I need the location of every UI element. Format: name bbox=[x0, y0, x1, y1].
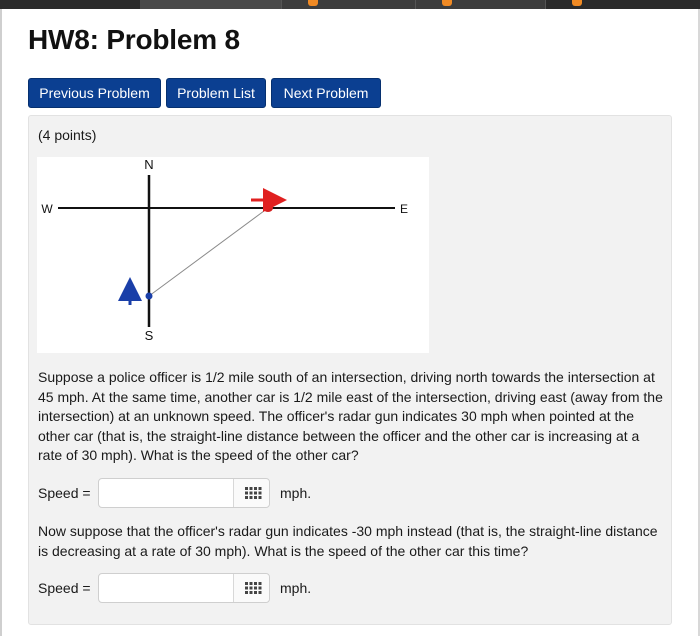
problem-list-button[interactable]: Problem List bbox=[166, 78, 266, 108]
diagram-svg bbox=[37, 157, 429, 353]
police-car-marker bbox=[146, 293, 153, 300]
tab-favicon-icon bbox=[308, 0, 318, 6]
unit-label-1: mph. bbox=[280, 485, 312, 501]
points-label: (4 points) bbox=[38, 127, 97, 143]
speed-input-1[interactable] bbox=[99, 479, 233, 507]
tab-favicon-icon bbox=[442, 0, 452, 6]
previous-problem-button[interactable]: Previous Problem bbox=[28, 78, 161, 108]
browser-tab[interactable] bbox=[416, 0, 546, 9]
east-label: E bbox=[399, 202, 409, 216]
answer-field-2 bbox=[98, 573, 270, 603]
answer-field-1 bbox=[98, 478, 270, 508]
grid-icon bbox=[234, 574, 270, 602]
equation-editor-button-2[interactable] bbox=[233, 574, 269, 602]
page-title: HW8: Problem 8 bbox=[28, 24, 240, 55]
west-label: W bbox=[41, 202, 53, 216]
unit-label-2: mph. bbox=[280, 580, 312, 596]
north-label: N bbox=[144, 157, 154, 172]
question-1-text: Suppose a police officer is 1/2 mile south of an intersection, driving north towards the intersection at 45 mph. At the same time, another car is 1/2 mile east of the intersection, driving east (away from the intersection) at an unknown speed. The officer's radar gun indicates 30 mph when pointed at the other car (that is, the straight-line distance between the officer and the other car is increasing at a rate of 30 mph). What is the speed of the other car? bbox=[38, 369, 663, 463]
next-problem-button[interactable]: Next Problem bbox=[271, 78, 381, 108]
south-label: S bbox=[144, 328, 154, 343]
equation-editor-button-1[interactable] bbox=[233, 479, 269, 507]
browser-tab-strip bbox=[0, 0, 700, 9]
other-car-marker bbox=[263, 204, 273, 212]
speed-input-2[interactable] bbox=[99, 574, 233, 602]
tab-favicon-icon bbox=[572, 0, 582, 6]
speed-label-2: Speed = bbox=[38, 580, 91, 596]
speed-label-1: Speed = bbox=[38, 485, 91, 501]
distance-line bbox=[149, 208, 268, 296]
grid-icon bbox=[234, 479, 270, 507]
window-left-edge bbox=[0, 9, 2, 636]
browser-tab[interactable] bbox=[282, 0, 416, 9]
intersection-diagram bbox=[37, 157, 429, 353]
browser-tab-active[interactable] bbox=[140, 0, 282, 9]
question-2-text: Now suppose that the officer's radar gun indicates -30 mph instead (that is, the straight-line distance is decreasing at a rate of 30 mph). What is the speed of the other car this time? bbox=[38, 523, 658, 559]
